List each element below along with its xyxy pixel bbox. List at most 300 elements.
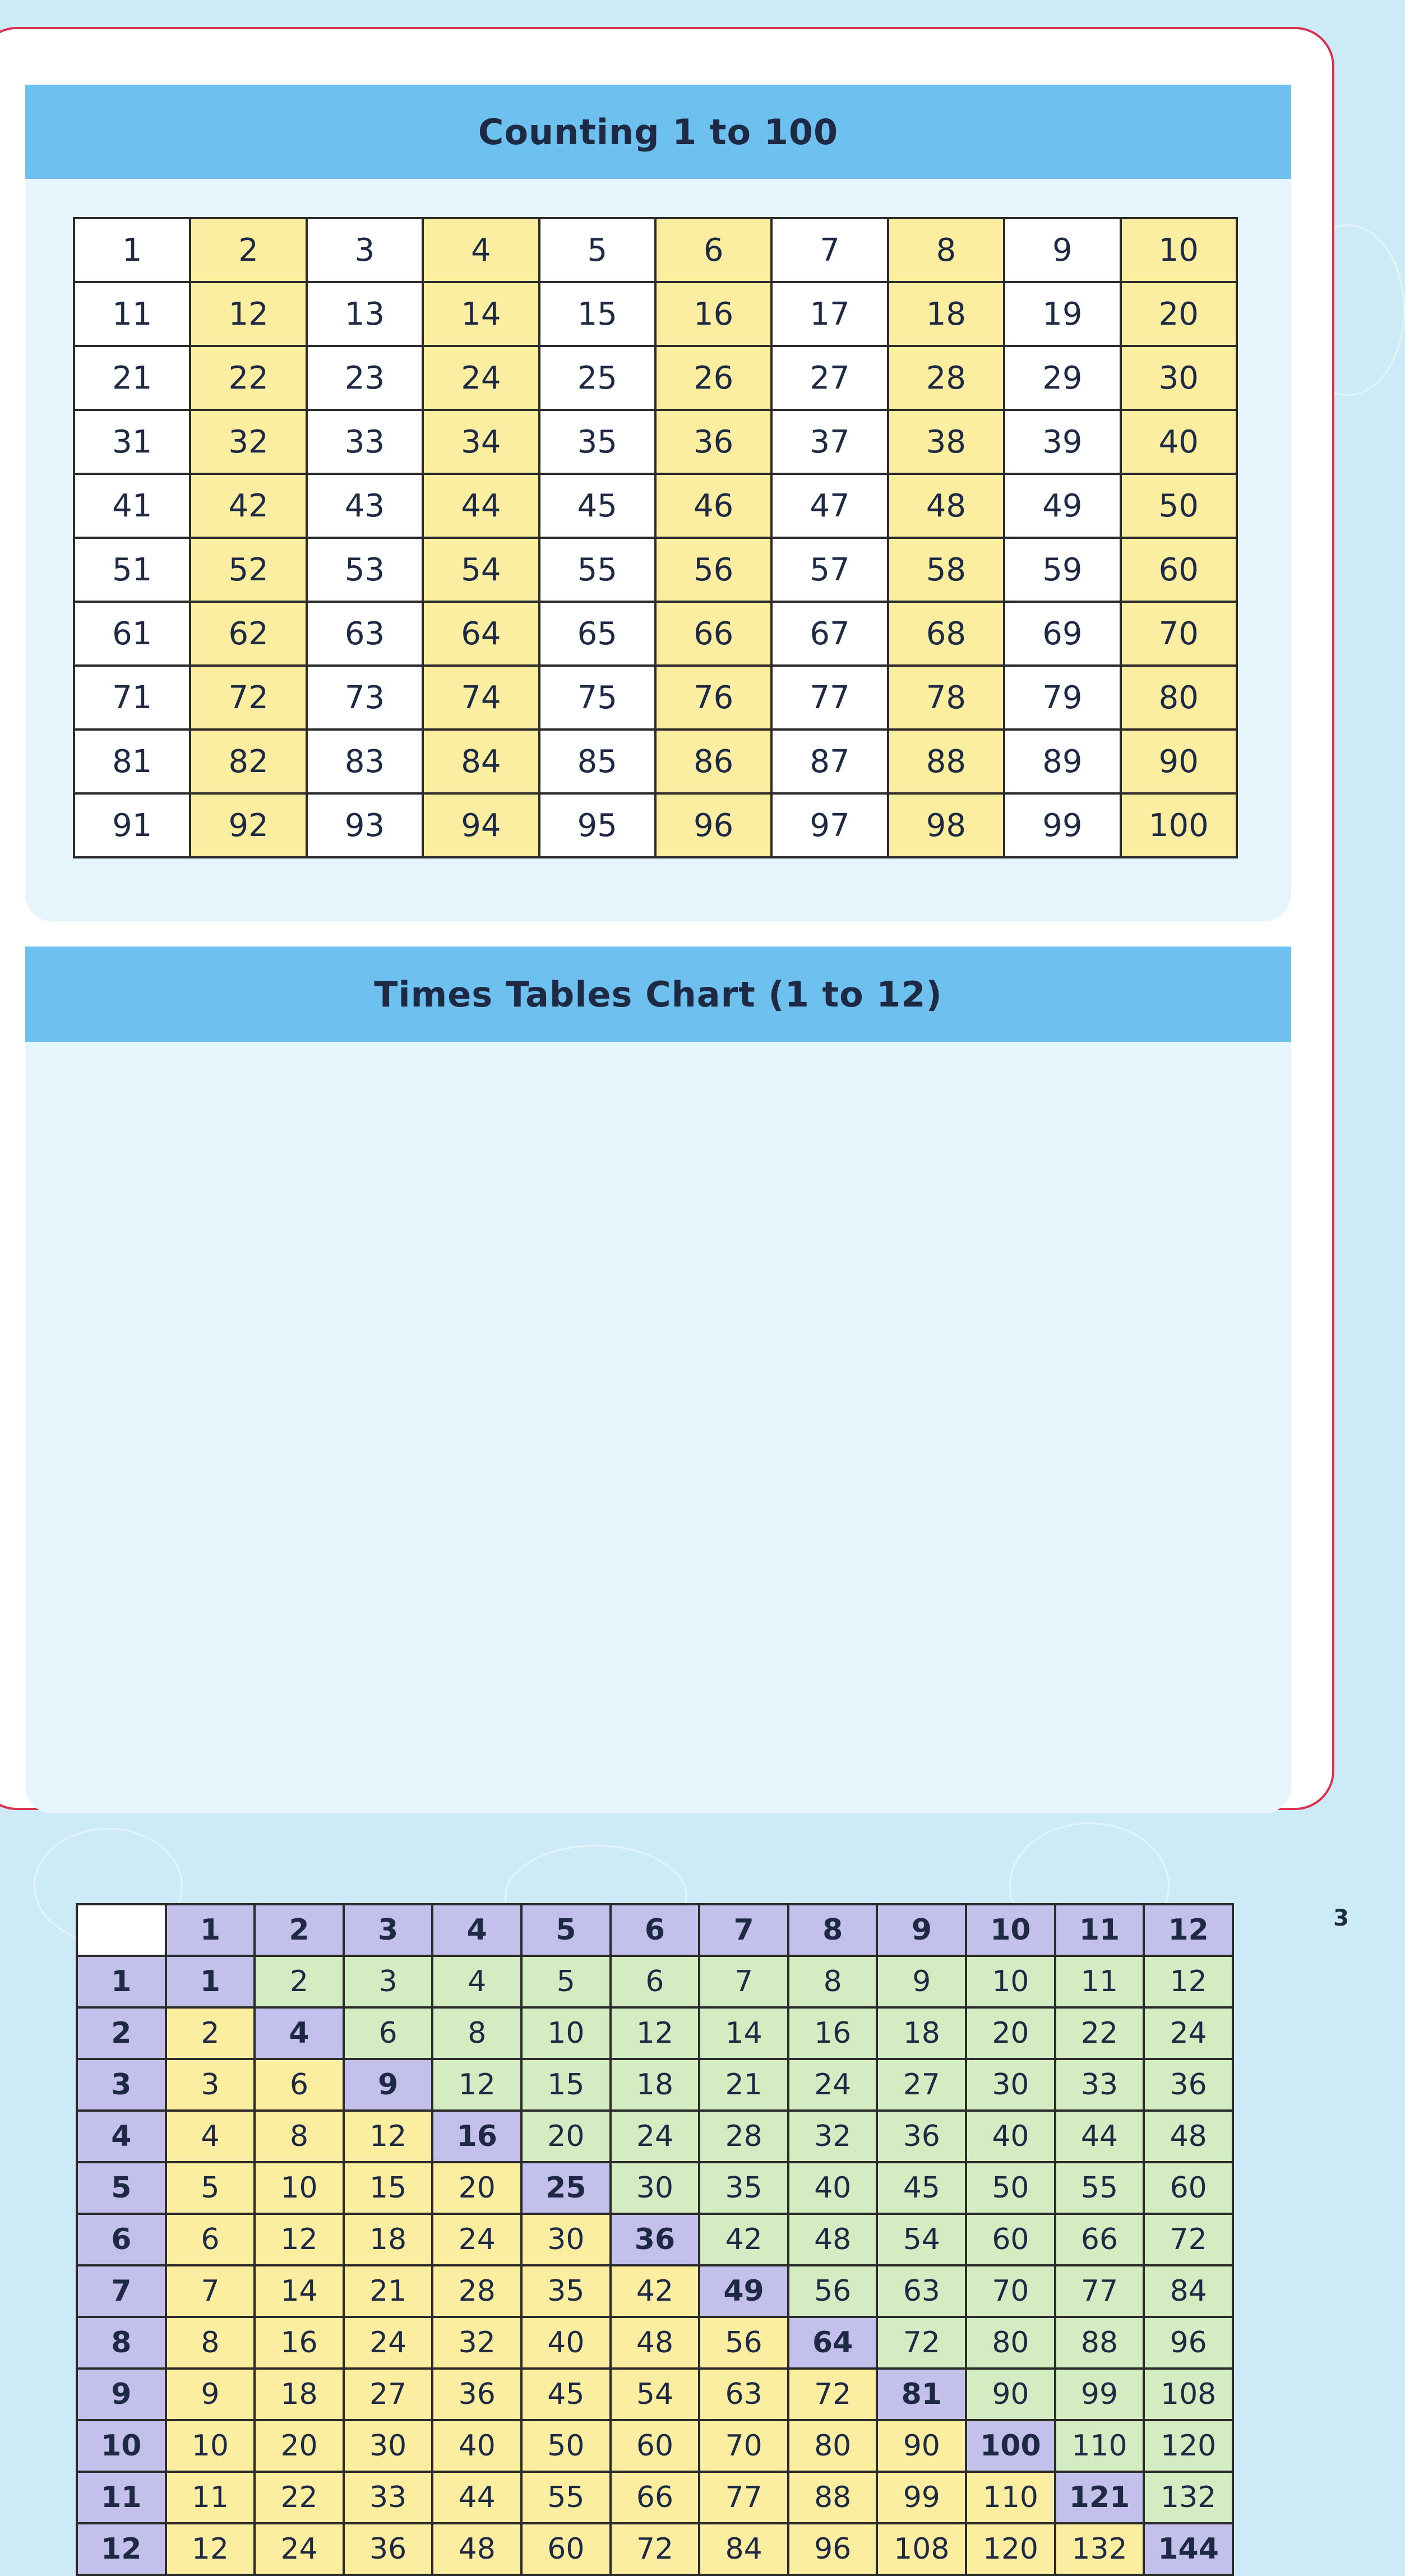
counting-row xyxy=(74,474,1237,538)
product-cell: 56 xyxy=(699,2317,788,2369)
product-cell: 18 xyxy=(344,2214,433,2265)
counting-cell: 90 xyxy=(1121,730,1237,793)
counting-cell: 39 xyxy=(1004,410,1120,474)
product-cell: 80 xyxy=(966,2317,1055,2369)
product-cell: 70 xyxy=(966,2265,1055,2317)
counting-cell: 48 xyxy=(888,474,1004,538)
times-row xyxy=(77,2420,1233,2472)
product-cell: 20 xyxy=(521,2111,611,2162)
product-cell: 96 xyxy=(788,2523,877,2575)
counting-cell: 76 xyxy=(655,666,771,730)
column-header: 1 xyxy=(166,1904,255,1956)
counting-cell: 66 xyxy=(655,602,771,666)
product-cell: 120 xyxy=(1144,2420,1233,2472)
row-header: 3 xyxy=(77,2059,166,2111)
counting-cell: 94 xyxy=(423,793,539,857)
times-row xyxy=(77,2007,1233,2059)
product-cell: 60 xyxy=(1144,2162,1233,2214)
product-cell: 6 xyxy=(611,1956,700,2007)
product-cell: 77 xyxy=(1055,2265,1144,2317)
counting-cell: 36 xyxy=(655,410,771,474)
product-cell: 3 xyxy=(166,2059,255,2111)
counting-cell: 58 xyxy=(888,538,1004,602)
counting-cell: 86 xyxy=(655,730,771,793)
product-cell: 18 xyxy=(255,2369,344,2420)
column-header: 7 xyxy=(699,1904,788,1956)
counting-cell: 73 xyxy=(307,666,423,730)
product-cell: 18 xyxy=(877,2007,966,2059)
product-cell: 45 xyxy=(877,2162,966,2214)
product-cell: 54 xyxy=(877,2214,966,2265)
product-cell: 84 xyxy=(699,2523,788,2575)
product-cell: 120 xyxy=(966,2523,1055,2575)
product-cell: 40 xyxy=(966,2111,1055,2162)
counting-cell: 33 xyxy=(307,410,423,474)
product-cell: 72 xyxy=(1144,2214,1233,2265)
product-cell: 20 xyxy=(966,2007,1055,2059)
product-cell: 40 xyxy=(521,2317,611,2369)
counting-cell: 89 xyxy=(1004,730,1120,793)
column-header: 6 xyxy=(611,1904,700,1956)
product-cell: 30 xyxy=(344,2420,433,2472)
product-cell: 84 xyxy=(1144,2265,1233,2317)
product-cell: 18 xyxy=(611,2059,700,2111)
square-number-cell: 9 xyxy=(344,2059,433,2111)
product-cell: 132 xyxy=(1144,2472,1233,2523)
product-cell: 10 xyxy=(166,2420,255,2472)
counting-cell: 87 xyxy=(771,730,888,793)
counting-cell: 34 xyxy=(423,410,539,474)
counting-cell: 67 xyxy=(771,602,888,666)
counting-cell: 46 xyxy=(655,474,771,538)
square-number-cell: 81 xyxy=(877,2369,966,2420)
product-cell: 5 xyxy=(521,1956,611,2007)
counting-row xyxy=(74,666,1237,730)
times-row xyxy=(77,2059,1233,2111)
product-cell: 7 xyxy=(699,1956,788,2007)
counting-cell: 35 xyxy=(539,410,655,474)
column-header: 2 xyxy=(255,1904,344,1956)
product-cell: 36 xyxy=(432,2369,521,2420)
counting-cell: 56 xyxy=(655,538,771,602)
counting-row xyxy=(74,218,1237,282)
product-cell: 63 xyxy=(877,2265,966,2317)
product-cell: 35 xyxy=(521,2265,611,2317)
counting-cell: 100 xyxy=(1121,793,1237,857)
counting-cell: 51 xyxy=(74,538,190,602)
times-row xyxy=(77,2369,1233,2420)
row-header: 6 xyxy=(77,2214,166,2265)
product-cell: 22 xyxy=(255,2472,344,2523)
counting-cell: 93 xyxy=(307,793,423,857)
counting-cell: 63 xyxy=(307,602,423,666)
product-cell: 15 xyxy=(521,2059,611,2111)
product-cell: 24 xyxy=(1144,2007,1233,2059)
column-header: 9 xyxy=(877,1904,966,1956)
product-cell: 55 xyxy=(1055,2162,1144,2214)
product-cell: 9 xyxy=(877,1956,966,2007)
counting-cell: 83 xyxy=(307,730,423,793)
counting-cell: 84 xyxy=(423,730,539,793)
product-cell: 8 xyxy=(255,2111,344,2162)
counting-grid xyxy=(73,217,1238,858)
product-cell: 55 xyxy=(521,2472,611,2523)
product-cell: 21 xyxy=(699,2059,788,2111)
row-header: 11 xyxy=(77,2472,166,2523)
product-cell: 11 xyxy=(1055,1956,1144,2007)
counting-cell: 59 xyxy=(1004,538,1120,602)
counting-cell: 37 xyxy=(771,410,888,474)
counting-cell: 91 xyxy=(74,793,190,857)
counting-cell: 55 xyxy=(539,538,655,602)
product-cell: 45 xyxy=(521,2369,611,2420)
column-header: 10 xyxy=(966,1904,1055,1956)
counting-cell: 81 xyxy=(74,730,190,793)
counting-cell: 28 xyxy=(888,346,1004,410)
times-tables-grid xyxy=(76,1903,1234,2576)
counting-cell: 13 xyxy=(307,282,423,346)
counting-cell: 24 xyxy=(423,346,539,410)
product-cell: 4 xyxy=(432,1956,521,2007)
times-tables-title: Times Tables Chart (1 to 12) xyxy=(374,973,942,1015)
product-cell: 40 xyxy=(432,2420,521,2472)
product-cell: 36 xyxy=(877,2111,966,2162)
square-number-cell: 49 xyxy=(699,2265,788,2317)
product-cell: 50 xyxy=(521,2420,611,2472)
product-cell: 14 xyxy=(255,2265,344,2317)
times-tables-header xyxy=(25,947,1291,1042)
counting-cell: 14 xyxy=(423,282,539,346)
product-cell: 90 xyxy=(966,2369,1055,2420)
product-cell: 15 xyxy=(344,2162,433,2214)
product-cell: 48 xyxy=(788,2214,877,2265)
product-cell: 56 xyxy=(788,2265,877,2317)
product-cell: 48 xyxy=(432,2523,521,2575)
counting-cell: 65 xyxy=(539,602,655,666)
square-number-cell: 144 xyxy=(1144,2523,1233,2575)
counting-cell: 22 xyxy=(190,346,306,410)
times-row xyxy=(77,2523,1233,2575)
product-cell: 22 xyxy=(1055,2007,1144,2059)
product-cell: 6 xyxy=(344,2007,433,2059)
counting-cell: 4 xyxy=(423,218,539,282)
counting-cell: 20 xyxy=(1121,282,1237,346)
product-cell: 16 xyxy=(255,2317,344,2369)
times-row xyxy=(77,2162,1233,2214)
product-cell: 21 xyxy=(344,2265,433,2317)
counting-cell: 61 xyxy=(74,602,190,666)
column-header: 5 xyxy=(521,1904,611,1956)
times-row xyxy=(77,2472,1233,2523)
product-cell: 99 xyxy=(1055,2369,1144,2420)
square-number-cell: 25 xyxy=(521,2162,611,2214)
product-cell: 60 xyxy=(611,2420,700,2472)
counting-cell: 41 xyxy=(74,474,190,538)
product-cell: 5 xyxy=(166,2162,255,2214)
counting-cell: 68 xyxy=(888,602,1004,666)
counting-cell: 74 xyxy=(423,666,539,730)
counting-title: Counting 1 to 100 xyxy=(478,111,839,153)
counting-cell: 71 xyxy=(74,666,190,730)
counting-cell: 99 xyxy=(1004,793,1120,857)
product-cell: 24 xyxy=(432,2214,521,2265)
product-cell: 28 xyxy=(699,2111,788,2162)
content-card xyxy=(0,27,1334,2566)
counting-row xyxy=(74,730,1237,793)
product-cell: 44 xyxy=(1055,2111,1144,2162)
page-number: 3 xyxy=(1333,1905,1349,1931)
counting-cell: 57 xyxy=(771,538,888,602)
column-header: 3 xyxy=(344,1904,433,1956)
counting-cell: 50 xyxy=(1121,474,1237,538)
product-cell: 12 xyxy=(344,2111,433,2162)
counting-cell: 75 xyxy=(539,666,655,730)
product-cell: 12 xyxy=(611,2007,700,2059)
times-row xyxy=(77,2265,1233,2317)
product-cell: 7 xyxy=(166,2265,255,2317)
square-number-cell: 4 xyxy=(255,2007,344,2059)
counting-cell: 3 xyxy=(307,218,423,282)
product-cell: 12 xyxy=(432,2059,521,2111)
product-cell: 8 xyxy=(432,2007,521,2059)
product-cell: 8 xyxy=(166,2317,255,2369)
product-cell: 32 xyxy=(432,2317,521,2369)
product-cell: 24 xyxy=(788,2059,877,2111)
counting-cell: 52 xyxy=(190,538,306,602)
product-cell: 20 xyxy=(255,2420,344,2472)
product-cell: 10 xyxy=(966,1956,1055,2007)
product-cell: 14 xyxy=(699,2007,788,2059)
counting-cell: 25 xyxy=(539,346,655,410)
product-cell: 33 xyxy=(1055,2059,1144,2111)
counting-cell: 11 xyxy=(74,282,190,346)
product-cell: 96 xyxy=(1144,2317,1233,2369)
times-row xyxy=(77,2111,1233,2162)
product-cell: 48 xyxy=(1144,2111,1233,2162)
product-cell: 2 xyxy=(255,1956,344,2007)
product-cell: 80 xyxy=(788,2420,877,2472)
counting-cell: 6 xyxy=(655,218,771,282)
product-cell: 30 xyxy=(966,2059,1055,2111)
times-tables-panel xyxy=(25,947,1291,2566)
counting-cell: 53 xyxy=(307,538,423,602)
column-header: 12 xyxy=(1144,1904,1233,1956)
product-cell: 63 xyxy=(699,2369,788,2420)
counting-cell: 10 xyxy=(1121,218,1237,282)
row-header: 9 xyxy=(77,2369,166,2420)
product-cell: 66 xyxy=(611,2472,700,2523)
counting-cell: 1 xyxy=(74,218,190,282)
counting-cell: 19 xyxy=(1004,282,1120,346)
square-number-cell: 1 xyxy=(166,1956,255,2007)
product-cell: 24 xyxy=(611,2111,700,2162)
product-cell: 50 xyxy=(966,2162,1055,2214)
counting-cell: 80 xyxy=(1121,666,1237,730)
counting-cell: 27 xyxy=(771,346,888,410)
counting-cell: 92 xyxy=(190,793,306,857)
counting-cell: 38 xyxy=(888,410,1004,474)
product-cell: 8 xyxy=(788,1956,877,2007)
product-cell: 36 xyxy=(1144,2059,1233,2111)
row-header: 4 xyxy=(77,2111,166,2162)
product-cell: 44 xyxy=(432,2472,521,2523)
counting-cell: 8 xyxy=(888,218,1004,282)
product-cell: 9 xyxy=(166,2369,255,2420)
row-header: 7 xyxy=(77,2265,166,2317)
product-cell: 30 xyxy=(611,2162,700,2214)
product-cell: 2 xyxy=(166,2007,255,2059)
product-cell: 60 xyxy=(521,2523,611,2575)
counting-row xyxy=(74,538,1237,602)
square-number-cell: 121 xyxy=(1055,2472,1144,2523)
product-cell: 32 xyxy=(788,2111,877,2162)
counting-cell: 44 xyxy=(423,474,539,538)
product-cell: 108 xyxy=(1144,2369,1233,2420)
counting-cell: 70 xyxy=(1121,602,1237,666)
counting-cell: 43 xyxy=(307,474,423,538)
square-number-cell: 16 xyxy=(432,2111,521,2162)
product-cell: 88 xyxy=(1055,2317,1144,2369)
product-cell: 72 xyxy=(788,2369,877,2420)
counting-cell: 12 xyxy=(190,282,306,346)
product-cell: 48 xyxy=(611,2317,700,2369)
counting-cell: 49 xyxy=(1004,474,1120,538)
row-header: 1 xyxy=(77,1956,166,2007)
times-row xyxy=(77,2214,1233,2265)
product-cell: 36 xyxy=(344,2523,433,2575)
square-number-cell: 100 xyxy=(966,2420,1055,2472)
counting-cell: 69 xyxy=(1004,602,1120,666)
counting-cell: 72 xyxy=(190,666,306,730)
product-cell: 33 xyxy=(344,2472,433,2523)
product-cell: 77 xyxy=(699,2472,788,2523)
counting-cell: 16 xyxy=(655,282,771,346)
product-cell: 90 xyxy=(877,2420,966,2472)
counting-cell: 88 xyxy=(888,730,1004,793)
counting-row xyxy=(74,602,1237,666)
counting-row xyxy=(74,346,1237,410)
counting-cell: 40 xyxy=(1121,410,1237,474)
product-cell: 10 xyxy=(521,2007,611,2059)
row-header: 8 xyxy=(77,2317,166,2369)
counting-cell: 7 xyxy=(771,218,888,282)
product-cell: 99 xyxy=(877,2472,966,2523)
row-header: 10 xyxy=(77,2420,166,2472)
counting-cell: 9 xyxy=(1004,218,1120,282)
counting-cell: 62 xyxy=(190,602,306,666)
counting-cell: 32 xyxy=(190,410,306,474)
square-number-cell: 64 xyxy=(788,2317,877,2369)
counting-cell: 98 xyxy=(888,793,1004,857)
row-header: 2 xyxy=(77,2007,166,2059)
product-cell: 132 xyxy=(1055,2523,1144,2575)
counting-cell: 31 xyxy=(74,410,190,474)
counting-cell: 82 xyxy=(190,730,306,793)
product-cell: 16 xyxy=(788,2007,877,2059)
counting-row xyxy=(74,410,1237,474)
counting-cell: 47 xyxy=(771,474,888,538)
product-cell: 88 xyxy=(788,2472,877,2523)
product-cell: 60 xyxy=(966,2214,1055,2265)
product-cell: 3 xyxy=(344,1956,433,2007)
counting-cell: 96 xyxy=(655,793,771,857)
product-cell: 6 xyxy=(255,2059,344,2111)
product-cell: 54 xyxy=(611,2369,700,2420)
counting-cell: 23 xyxy=(307,346,423,410)
product-cell: 35 xyxy=(699,2162,788,2214)
counting-cell: 60 xyxy=(1121,538,1237,602)
counting-row xyxy=(74,282,1237,346)
counting-cell: 42 xyxy=(190,474,306,538)
product-cell: 72 xyxy=(877,2317,966,2369)
square-number-cell: 36 xyxy=(611,2214,700,2265)
product-cell: 10 xyxy=(255,2162,344,2214)
product-cell: 110 xyxy=(966,2472,1055,2523)
product-cell: 42 xyxy=(699,2214,788,2265)
counting-cell: 2 xyxy=(190,218,306,282)
product-cell: 66 xyxy=(1055,2214,1144,2265)
product-cell: 12 xyxy=(166,2523,255,2575)
product-cell: 40 xyxy=(788,2162,877,2214)
product-cell: 27 xyxy=(877,2059,966,2111)
product-cell: 24 xyxy=(255,2523,344,2575)
product-cell: 72 xyxy=(611,2523,700,2575)
product-cell: 27 xyxy=(344,2369,433,2420)
product-cell: 70 xyxy=(699,2420,788,2472)
counting-cell: 18 xyxy=(888,282,1004,346)
counting-cell: 21 xyxy=(74,346,190,410)
counting-cell: 30 xyxy=(1121,346,1237,410)
product-cell: 108 xyxy=(877,2523,966,2575)
product-cell: 12 xyxy=(255,2214,344,2265)
counting-cell: 77 xyxy=(771,666,888,730)
counting-cell: 17 xyxy=(771,282,888,346)
counting-panel xyxy=(25,85,1291,921)
column-header: 8 xyxy=(788,1904,877,1956)
counting-cell: 5 xyxy=(539,218,655,282)
product-cell: 30 xyxy=(521,2214,611,2265)
row-header: 5 xyxy=(77,2162,166,2214)
column-header: 11 xyxy=(1055,1904,1144,1956)
product-cell: 11 xyxy=(166,2472,255,2523)
product-cell: 42 xyxy=(611,2265,700,2317)
counting-cell: 26 xyxy=(655,346,771,410)
row-header: 12 xyxy=(77,2523,166,2575)
counting-cell: 78 xyxy=(888,666,1004,730)
product-cell: 20 xyxy=(432,2162,521,2214)
counting-cell: 54 xyxy=(423,538,539,602)
product-cell: 28 xyxy=(432,2265,521,2317)
product-cell: 4 xyxy=(166,2111,255,2162)
column-header: 4 xyxy=(432,1904,521,1956)
counting-header xyxy=(25,85,1291,179)
times-header-row xyxy=(77,1904,1233,1956)
counting-cell: 85 xyxy=(539,730,655,793)
counting-cell: 29 xyxy=(1004,346,1120,410)
corner-cell xyxy=(77,1904,166,1956)
counting-cell: 64 xyxy=(423,602,539,666)
times-row xyxy=(77,1956,1233,2007)
product-cell: 24 xyxy=(344,2317,433,2369)
product-cell: 110 xyxy=(1055,2420,1144,2472)
product-cell: 12 xyxy=(1144,1956,1233,2007)
counting-cell: 79 xyxy=(1004,666,1120,730)
times-row xyxy=(77,2317,1233,2369)
counting-cell: 45 xyxy=(539,474,655,538)
counting-cell: 15 xyxy=(539,282,655,346)
product-cell: 6 xyxy=(166,2214,255,2265)
counting-cell: 97 xyxy=(771,793,888,857)
